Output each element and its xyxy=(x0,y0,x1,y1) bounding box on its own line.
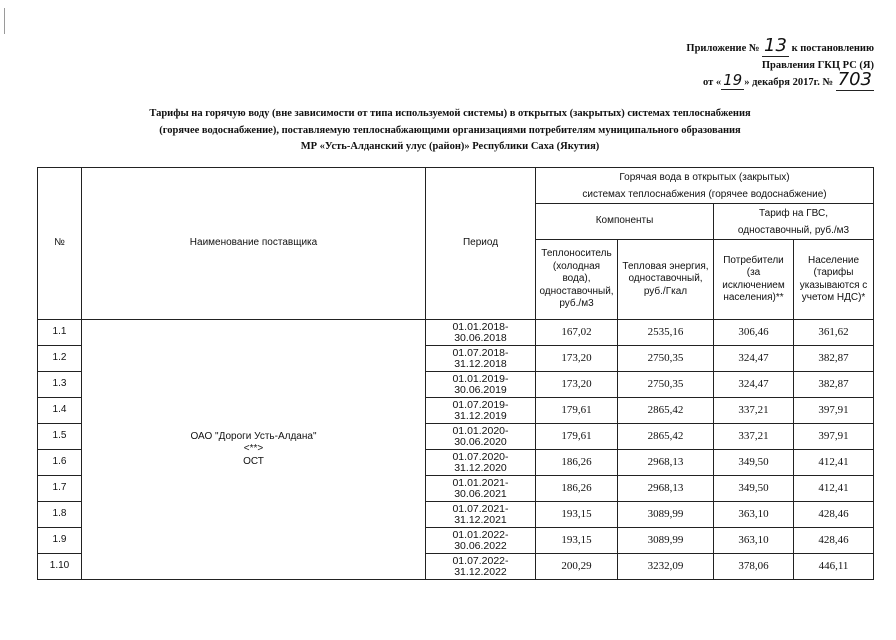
period-cell xyxy=(426,320,536,346)
period-to: 31.12.2022 xyxy=(454,565,507,578)
appendix-line-3 xyxy=(686,69,874,91)
heat-energy-value: 2968,13 xyxy=(618,476,714,502)
period-from: 01.01.2020- xyxy=(452,424,509,437)
heat-carrier-value: 186,26 xyxy=(536,450,618,476)
period-cell xyxy=(426,398,536,424)
population-tariff-value: 361,62 xyxy=(794,320,874,346)
appendix-date-prefix: от « xyxy=(702,77,722,88)
population-tariff-value: 382,87 xyxy=(794,372,874,398)
supplier-mark: <**> xyxy=(243,443,264,455)
table-row xyxy=(38,320,874,346)
title-line-3: МР «Усть-Алданский улус (район)» Республики Саха (Якутия) xyxy=(300,141,600,152)
period-to: 31.12.2019 xyxy=(454,409,507,422)
appendix-line-1 xyxy=(686,35,874,57)
tariff-table-body xyxy=(38,320,874,580)
consumers-tariff-value: 363,10 xyxy=(714,502,794,528)
period-to: 31.12.2021 xyxy=(454,513,507,526)
heat-energy-value: 3232,09 xyxy=(618,554,714,580)
period-to: 30.06.2018 xyxy=(454,331,507,344)
row-number: 1.6 xyxy=(38,450,82,476)
header-period: Период xyxy=(426,168,536,320)
supplier-name: ОАО "Дороги Усть-Алдана" xyxy=(190,430,317,442)
period-from: 01.07.2019- xyxy=(452,398,509,411)
consumers-tariff-value: 324,47 xyxy=(714,346,794,372)
consumers-tariff-value: 324,47 xyxy=(714,372,794,398)
period-cell xyxy=(426,424,536,450)
consumers-tariff-value: 306,46 xyxy=(714,320,794,346)
heat-carrier-value: 173,20 xyxy=(536,372,618,398)
row-number: 1.10 xyxy=(38,554,82,580)
row-number: 1.2 xyxy=(38,346,82,372)
appendix-number-handwritten: 13 xyxy=(764,35,787,56)
supplier-cell xyxy=(82,320,426,580)
population-tariff-value: 446,11 xyxy=(794,554,874,580)
period-cell xyxy=(426,346,536,372)
header-population: Население (тарифы указываются с учетом НДС)* xyxy=(794,240,874,320)
period-cell xyxy=(426,450,536,476)
appendix-day-handwritten: 19 xyxy=(723,71,743,89)
appendix-date-middle: » декабря 2017г. № xyxy=(744,77,834,88)
tariff-table xyxy=(37,167,874,580)
heat-carrier-value: 179,61 xyxy=(536,398,618,424)
population-tariff-value: 397,91 xyxy=(794,424,874,450)
header-group-line-1: Горячая вода в открытых (закрытых) xyxy=(619,171,790,183)
header-tariff-line-1: Тариф на ГВС, xyxy=(759,207,829,219)
heat-carrier-value: 200,29 xyxy=(536,554,618,580)
heat-energy-value: 2750,35 xyxy=(618,346,714,372)
heat-energy-value: 3089,99 xyxy=(618,528,714,554)
heat-carrier-value: 186,26 xyxy=(536,476,618,502)
heat-energy-value: 2750,35 xyxy=(618,372,714,398)
heat-energy-value: 2535,16 xyxy=(618,320,714,346)
heat-carrier-value: 193,15 xyxy=(536,502,618,528)
heat-carrier-value: 193,15 xyxy=(536,528,618,554)
row-number: 1.5 xyxy=(38,424,82,450)
period-from: 01.07.2018- xyxy=(452,346,509,359)
period-to: 30.06.2019 xyxy=(454,383,507,396)
header-group-line-2: системах теплоснабжения (горячее водоснабжение) xyxy=(582,188,827,200)
period-from: 01.07.2020- xyxy=(452,450,509,463)
population-tariff-value: 382,87 xyxy=(794,346,874,372)
consumers-tariff-value: 363,10 xyxy=(714,528,794,554)
period-to: 30.06.2020 xyxy=(454,435,507,448)
header-hot-water-group xyxy=(536,168,874,204)
row-number: 1.4 xyxy=(38,398,82,424)
period-cell xyxy=(426,502,536,528)
row-number: 1.8 xyxy=(38,502,82,528)
title-line-2: (горячее водоснабжение), поставляемую теплоснабжающими организациями потребителям муниципального образования xyxy=(159,124,741,136)
appendix-prefix: Приложение № xyxy=(686,43,760,54)
scan-edge-mark xyxy=(4,8,5,34)
consumers-tariff-value: 378,06 xyxy=(714,554,794,580)
consumers-tariff-value: 349,50 xyxy=(714,450,794,476)
title-line-1: Тарифы на горячую воду (вне зависимости от типа используемой системы) в открытых (закрытых) системах теплоснабжения xyxy=(149,108,751,119)
period-from: 01.01.2018- xyxy=(452,320,509,333)
heat-carrier-value: 179,61 xyxy=(536,424,618,450)
period-to: 31.12.2018 xyxy=(454,357,507,370)
document-title xyxy=(70,106,830,156)
heat-energy-value: 3089,99 xyxy=(618,502,714,528)
header-heat-energy: Тепловая энергия, одноставочный, руб./Гкал xyxy=(618,240,714,320)
period-from: 01.01.2022- xyxy=(452,528,509,541)
population-tariff-value: 428,46 xyxy=(794,528,874,554)
appendix-line-2: Правления ГКЦ РС (Я) xyxy=(761,60,874,71)
appendix-suffix: к постановлению xyxy=(791,43,874,54)
header-components: Компоненты xyxy=(536,204,714,240)
period-to: 30.06.2022 xyxy=(454,539,507,552)
period-to: 30.06.2021 xyxy=(454,487,507,500)
header-num: № xyxy=(38,168,82,320)
period-cell xyxy=(426,476,536,502)
population-tariff-value: 412,41 xyxy=(794,450,874,476)
heat-energy-value: 2865,42 xyxy=(618,398,714,424)
row-number: 1.1 xyxy=(38,320,82,346)
population-tariff-value: 412,41 xyxy=(794,476,874,502)
period-from: 01.07.2021- xyxy=(452,502,509,515)
row-number: 1.7 xyxy=(38,476,82,502)
period-to: 31.12.2020 xyxy=(454,461,507,474)
heat-carrier-value: 173,20 xyxy=(536,346,618,372)
header-consumers: Потребители (за исключением населения)** xyxy=(714,240,794,320)
supplier-sub: ОСТ xyxy=(243,455,264,467)
period-cell xyxy=(426,554,536,580)
header-heat-carrier: Теплоноситель (холодная вода), одноставочный, руб./м3 xyxy=(536,240,618,320)
period-cell xyxy=(426,528,536,554)
heat-energy-value: 2865,42 xyxy=(618,424,714,450)
period-cell xyxy=(426,372,536,398)
period-from: 01.01.2021- xyxy=(452,476,509,489)
header-supplier: Наименование поставщика xyxy=(82,168,426,320)
consumers-tariff-value: 349,50 xyxy=(714,476,794,502)
resolution-number-handwritten: 703 xyxy=(837,69,872,90)
heat-carrier-value: 167,02 xyxy=(536,320,618,346)
population-tariff-value: 428,46 xyxy=(794,502,874,528)
appendix-block xyxy=(686,35,874,91)
period-from: 01.01.2019- xyxy=(452,372,509,385)
heat-energy-value: 2968,13 xyxy=(618,450,714,476)
header-tariff-line-2: одноставочный, руб./м3 xyxy=(737,224,850,236)
population-tariff-value: 397,91 xyxy=(794,398,874,424)
period-from: 01.07.2022- xyxy=(452,554,509,567)
consumers-tariff-value: 337,21 xyxy=(714,398,794,424)
consumers-tariff-value: 337,21 xyxy=(714,424,794,450)
row-number: 1.3 xyxy=(38,372,82,398)
row-number: 1.9 xyxy=(38,528,82,554)
header-tariff xyxy=(714,204,874,240)
